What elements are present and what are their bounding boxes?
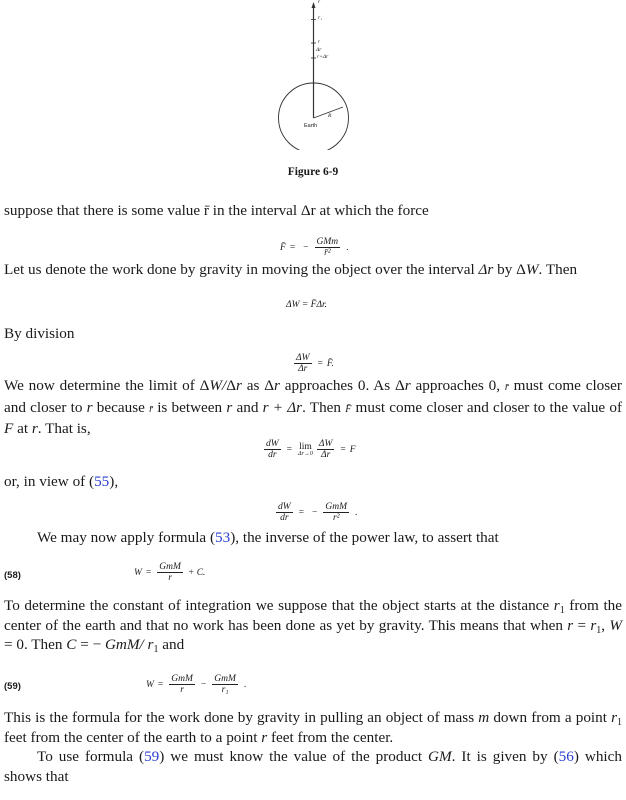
paragraph-4: We now determine the limit of ΔW/Δr as Δr approaches 0. As Δr approaches 0, r̄ must come closer and closer to r because r̄ is between r and r + Δr. Then F̄ must come closer and closer to the value of F at r. That is, [4, 377, 623, 437]
equation-59: W = $\frac{\text{GmM}}{r}$ − $\frac{\text{GmM}}{\text{r₁}}$ . [146, 674, 247, 695]
ref-link-59[interactable]: 59 [144, 748, 160, 765]
earth-label: Earth [304, 123, 318, 129]
paragraph-3: By division [4, 325, 75, 342]
ref-link-55[interactable]: 55 [94, 473, 110, 490]
r1-label: r₁ [318, 15, 323, 21]
ref-link-56[interactable]: 56 [558, 748, 574, 765]
paragraph-9: To use formula (59) we must know the value of the product GM. It is given by (56) which shows that [4, 748, 622, 785]
axis-label: r [318, 0, 321, 5]
r-plus-dr-label: r+Δr [317, 54, 329, 60]
equation-number-59: (59) [4, 681, 21, 692]
r-label: r [318, 39, 321, 45]
equation-58: W = $\frac{\text{GmM}}{r}$ + C. [134, 562, 206, 583]
ref-link-53[interactable]: 53 [215, 529, 231, 546]
figure-caption: Figure 6-9 [287, 166, 339, 178]
figure-6-9 [270, 0, 370, 150]
paragraph-2: Let us denote the work done by gravity in moving the object over the interval Δr by ΔW. Then [4, 261, 578, 278]
paragraph-7: To determine the constant of integration we suppose that the object starts at the distance $r_1$ from the center of the earth and that no work has been done as yet by gravity. This means that when $r = r_1$, W = 0. Then C = − GmM/ $r_1$ and [4, 597, 623, 655]
paragraph-1: suppose that there is some value r̄ in the interval Δr at which the force [4, 202, 429, 219]
delta-r-label: Δr [316, 47, 322, 53]
paragraph-6: We may now apply formula (53), the inverse of the power law, to assert that [37, 529, 499, 546]
radius-label: R [328, 113, 332, 119]
paragraph-8: This is the formula for the work done by gravity in pulling an object of mass m down from a point $r_1$ feet from the center of the earth to a point r feet from the center. [4, 709, 622, 746]
equation-delta-w: ΔW = F̄Δr. [286, 300, 328, 310]
equation-number-58: (58) [4, 570, 21, 581]
equation-limit: $\frac{dW}{dr}$ = lim Δr→0 $\frac{\Delta W}{\Delta r}$ = F [266, 439, 356, 460]
paragraph-5: or, in view of (55), [4, 473, 119, 490]
equation-dw-dr: $\frac{dW}{dr}$ = − $\frac{\text{GmM}}{\text{r²}}$ . [278, 502, 358, 523]
equation-force: F̄ = − $\frac{\text{GMm}}{\text{r̄²}}$ . [280, 237, 349, 258]
earth-radius-diagram [270, 0, 370, 150]
equation-division: $\frac{\Delta W}{\Delta r}$ = F̄. [296, 353, 334, 374]
